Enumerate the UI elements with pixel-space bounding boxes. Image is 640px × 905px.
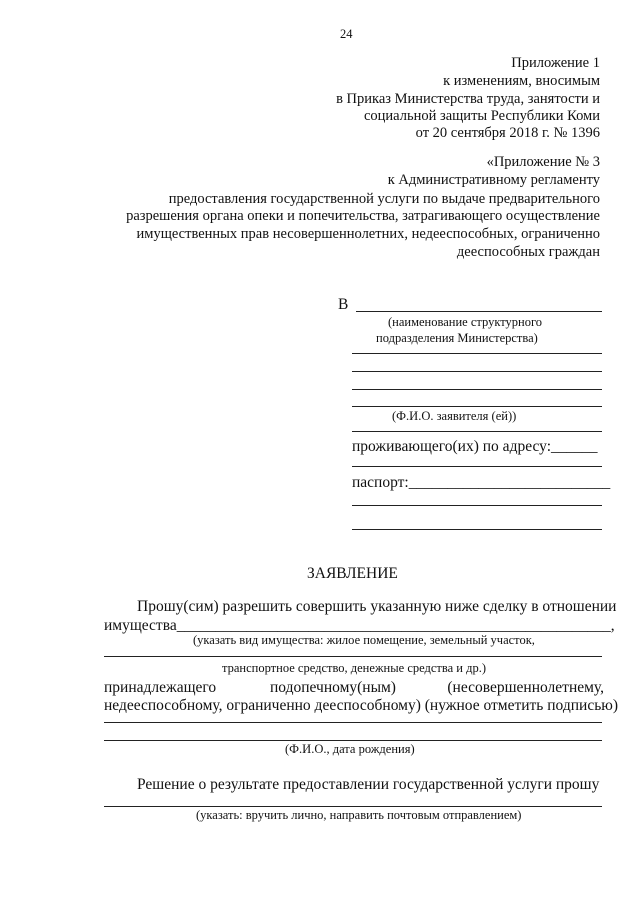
request-line-1: Прошу(сим) разрешить совершить указанную ниже сделку в отношении: [137, 598, 617, 615]
applicant-field-line-5[interactable]: [352, 431, 602, 432]
appendix3-line2: к Административному регламенту: [387, 172, 600, 188]
request-line-2: имущества________________________________________________________,: [104, 617, 615, 634]
appendix1-line4: социальной защиты Республики Коми: [363, 108, 600, 124]
person-hint: (Ф.И.О., дата рождения): [285, 742, 415, 756]
applicant-field-line-2[interactable]: [352, 371, 602, 372]
appendix1-line1: Приложение 1: [511, 55, 600, 71]
delivery-hint: (указать: вручить лично, направить почтовым отправлением): [196, 808, 522, 822]
residence-label: проживающего(их) по адресу:______: [352, 438, 598, 455]
applicant-field-line-1[interactable]: [352, 353, 602, 354]
page-number: 24: [340, 27, 353, 41]
decision-text: Решение о результате предоставлении государственной услуги прошу: [137, 776, 600, 793]
owner-word-3: (несовершеннолетнему,: [447, 679, 604, 696]
applicant-hint: (Ф.И.О. заявителя (ей)): [392, 409, 517, 423]
passport-field-line-1[interactable]: [352, 505, 602, 506]
statement-title: ЗАЯВЛЕНИЕ: [307, 565, 398, 582]
applicant-field-line-3[interactable]: [352, 389, 602, 390]
appendix3-line4: разрешения органа опеки и попечительства, затрагивающего осуществление: [126, 208, 600, 224]
applicant-field-line-4[interactable]: [352, 406, 602, 407]
owner-line-2: недееспособному, ограниченно дееспособному) (нужное отметить подписью): [104, 697, 619, 714]
appendix1-line2: к изменениям, вносимым: [443, 73, 600, 89]
department-hint-2: подразделения Министерства): [376, 331, 538, 345]
property-hint-2: транспортное средство, денежные средства и др.): [222, 661, 486, 675]
department-hint-1: (наименование структурного: [388, 315, 543, 329]
appendix1-line3: в Приказ Министерства труда, занятости и: [336, 91, 600, 107]
owner-word-2: подопечному(ным): [270, 679, 396, 696]
residence-field-line[interactable]: [352, 466, 602, 467]
to-prefix: В: [338, 296, 349, 313]
person-field-line-2[interactable]: [104, 740, 602, 741]
owner-word-1: принадлежащего: [104, 679, 217, 696]
passport-field-line-2[interactable]: [352, 529, 602, 530]
appendix1-line5: от 20 сентября 2018 г. № 1396: [415, 125, 600, 141]
property-hint-1: (указать вид имущества: жилое помещение, земельный участок,: [193, 633, 535, 647]
appendix3-line3: предоставления государственной услуги по выдаче предварительного: [168, 191, 600, 207]
appendix3-line6: дееспособных граждан: [456, 244, 600, 260]
department-field-line[interactable]: [356, 311, 602, 312]
delivery-field-line[interactable]: [104, 806, 602, 807]
person-field-line-1[interactable]: [104, 722, 602, 723]
property-field-line[interactable]: [104, 656, 602, 657]
appendix3-line1: «Приложение № 3: [486, 154, 600, 170]
appendix3-line5: имущественных прав несовершеннолетних, недееспособных, ограниченно: [136, 226, 600, 242]
passport-label: паспорт:__________________________: [352, 474, 611, 491]
